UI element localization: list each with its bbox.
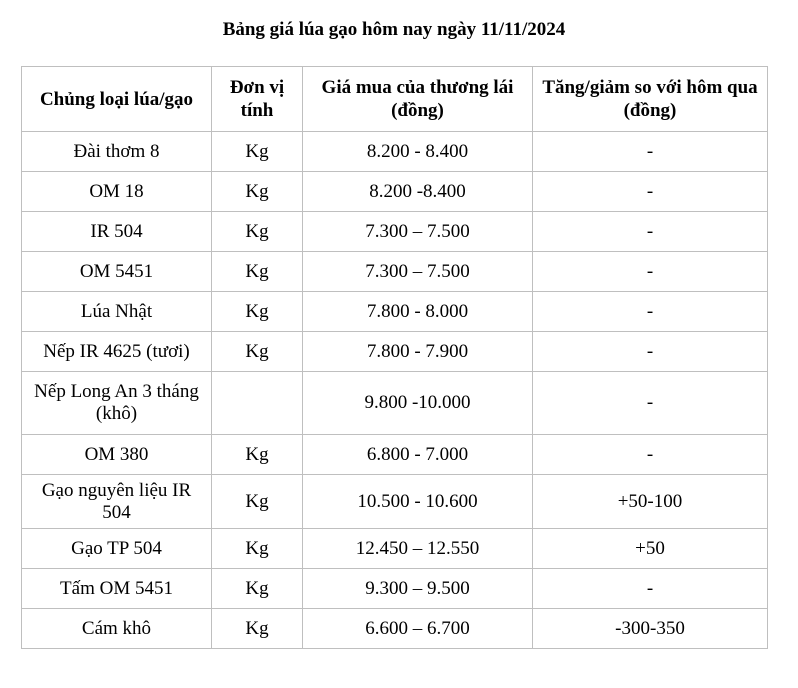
- cell-price: 7.800 - 7.900: [303, 332, 533, 372]
- table-row: [22, 252, 768, 292]
- table-row: [22, 292, 768, 332]
- cell-change: -: [533, 132, 768, 172]
- cell-unit: Kg: [212, 172, 303, 212]
- table-row: [22, 212, 768, 252]
- cell-unit: Kg: [212, 529, 303, 569]
- cell-price: 10.500 - 10.600: [303, 475, 533, 529]
- cell-unit: Kg: [212, 609, 303, 649]
- cell-type: Cám khô: [22, 609, 212, 649]
- header-type: Chủng loại lúa/gạo: [22, 67, 212, 132]
- cell-price: 9.300 – 9.500: [303, 569, 533, 609]
- cell-type: Nếp Long An 3 tháng (khô): [22, 372, 212, 435]
- cell-change: -: [533, 569, 768, 609]
- cell-type: Nếp IR 4625 (tươi): [22, 332, 212, 372]
- cell-change: -: [533, 172, 768, 212]
- cell-unit: Kg: [212, 132, 303, 172]
- cell-unit: [212, 372, 303, 435]
- cell-price: 6.600 – 6.700: [303, 609, 533, 649]
- cell-unit: Kg: [212, 332, 303, 372]
- table-row: [22, 132, 768, 172]
- table-row: [22, 435, 768, 475]
- cell-type: OM 5451: [22, 252, 212, 292]
- cell-price: 7.300 – 7.500: [303, 252, 533, 292]
- table-row: [22, 332, 768, 372]
- cell-unit: Kg: [212, 569, 303, 609]
- cell-change: -: [533, 212, 768, 252]
- cell-type: OM 380: [22, 435, 212, 475]
- cell-change: -: [533, 252, 768, 292]
- cell-type: Gạo TP 504: [22, 529, 212, 569]
- cell-type: OM 18: [22, 172, 212, 212]
- cell-price: 9.800 -10.000: [303, 372, 533, 435]
- cell-unit: Kg: [212, 212, 303, 252]
- cell-type: Gạo nguyên liệu IR 504: [22, 475, 212, 529]
- cell-type: Lúa Nhật: [22, 292, 212, 332]
- cell-change: +50-100: [533, 475, 768, 529]
- header-change: Tăng/giảm so với hôm qua (đồng): [533, 67, 768, 132]
- cell-type: Đài thơm 8: [22, 132, 212, 172]
- cell-price: 8.200 -8.400: [303, 172, 533, 212]
- cell-price: 8.200 - 8.400: [303, 132, 533, 172]
- cell-price: 7.800 - 8.000: [303, 292, 533, 332]
- cell-change: -300-350: [533, 609, 768, 649]
- table-row: [22, 172, 768, 212]
- table-row: [22, 372, 768, 435]
- header-unit: Đơn vị tính: [212, 67, 303, 132]
- table-row: [22, 609, 768, 649]
- cell-change: -: [533, 435, 768, 475]
- cell-price: 7.300 – 7.500: [303, 212, 533, 252]
- cell-unit: Kg: [212, 475, 303, 529]
- cell-change: +50: [533, 529, 768, 569]
- cell-unit: Kg: [212, 435, 303, 475]
- cell-unit: Kg: [212, 252, 303, 292]
- table-row: [22, 475, 768, 529]
- cell-price: 6.800 - 7.000: [303, 435, 533, 475]
- cell-unit: Kg: [212, 292, 303, 332]
- page-title: Bảng giá lúa gạo hôm nay ngày 11/11/2024: [222, 19, 566, 40]
- cell-type: IR 504: [22, 212, 212, 252]
- cell-change: -: [533, 332, 768, 372]
- table-row: [22, 529, 768, 569]
- cell-type: Tấm OM 5451: [22, 569, 212, 609]
- header-price: Giá mua của thương lái (đồng): [303, 67, 533, 132]
- table-row: [22, 569, 768, 609]
- cell-price: 12.450 – 12.550: [303, 529, 533, 569]
- cell-change: -: [533, 372, 768, 435]
- table-header-row: [22, 67, 768, 132]
- rice-price-table: [21, 66, 768, 649]
- cell-change: -: [533, 292, 768, 332]
